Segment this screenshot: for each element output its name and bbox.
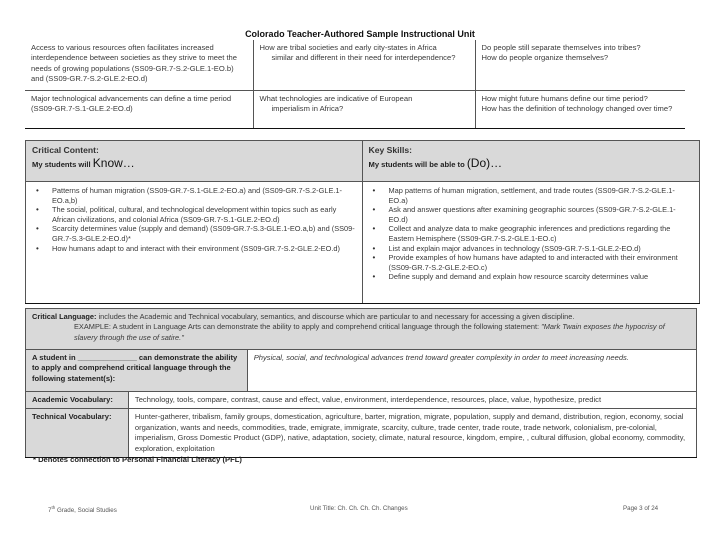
table-row <box>26 409 697 458</box>
conceptual-question: How do people organize themselves? <box>481 53 609 63</box>
key-skills-list-cell <box>362 182 700 304</box>
technical-vocabulary-label: Technical Vocabulary: <box>26 409 129 458</box>
factual-question-cell <box>253 40 475 90</box>
critical-content-header <box>26 141 363 182</box>
example-block <box>32 322 690 343</box>
example-text: EXAMPLE: A student in Language Arts can demonstrate the ability to apply and comprehend critical language through the following statement: <box>74 322 542 332</box>
academic-vocabulary-label: Academic Vocabulary: <box>26 392 129 409</box>
list-item: • Ask and answer questions after examining geographic sources (SS09-GR.7-S.2-GLE.1-EO.d) <box>389 205 694 224</box>
critical-content-list <box>32 186 356 253</box>
footer-unit-title: Unit Title: Ch. Ch. Ch. Ch. Changes <box>310 505 408 512</box>
critical-language-table <box>25 308 697 458</box>
example-quote: "Mark Twain exposes the hypocrisy of slavery through the use of satire." <box>74 322 665 342</box>
factual-question-lead: What technologies are indicative of European <box>259 93 413 103</box>
list-item: • Provide examples of how humans have adapted to and interacted with their environment (SS09-GR.7-S.2-GLE.2-EO.c) <box>389 253 694 272</box>
conceptual-question: Do people still separate themselves into tribes? <box>481 43 641 52</box>
table-header-row <box>26 309 697 350</box>
critical-language-description: includes the Academic and Technical vocabulary, semantics, and discourse which are particular to and necessary for accessing a given discipline. <box>96 312 575 321</box>
statement-value: Physical, social, and technological advances trend toward greater complexity in order to meet increasing needs. <box>247 350 696 392</box>
list-item: • How humans adapt to and interact with their environment (SS09-GR.7-S.2-GLE.2-EO.d) <box>52 244 356 254</box>
key-skills-title: Key Skills: <box>368 145 412 155</box>
grade-text: Grade, Social Studies <box>55 507 117 515</box>
pfl-note: * Denotes connection to Personal Financial Literacy (PFL) <box>33 455 242 464</box>
footer-page-number: Page 3 of 24 <box>623 505 659 512</box>
academic-vocabulary-value: Technology, tools, compare, contrast, cause and effect, value, environment, interdependence, resources, place, value, hypothesize, predict <box>128 392 696 409</box>
grade-suffix: th <box>51 505 56 510</box>
list-item: • Map patterns of human migration, settlement, and trade routes (SS09-GR.7-S.2-GLE.1-EO.a) <box>389 186 694 205</box>
generalization-cell: Access to various resources often facilitates increased interdependence between societies as they strive to meet the needs of growing populations (SS09-GR.7-S.2-GLE.1-EO.b) and (SS09-GR.7-S.2-GLE.2-EO.d) <box>25 40 253 90</box>
grade-number: 7 <box>48 507 52 515</box>
table-row <box>26 392 697 409</box>
technical-vocabulary-value: Hunter-gatherer, tribalism, family groups, domestication, agriculture, barter, migration, migrate, population, supply and demand, distribution, region, economy, social organization, wants and needs, commodities, trade, emigrate, immigrate, scarcity, culture, trade center, trade route, trade network, colonialism, pre-colonial, imperialism, Gross Domestic Product (GDP), native, adaptation, society, climate, natural resource, kingdom, empire, , cultural diffusion, global economy, commodity, exploration, exploitation <box>128 409 696 458</box>
key-skills-list <box>369 186 694 282</box>
list-item: • The social, political, cultural, and technological development within topics such as early African civilizations, and colonial Africa (SS09-GR.7-S.1-GLE.2-EO.d) <box>52 205 356 224</box>
factual-question-lead: How are tribal societies and early city-states in Africa <box>259 43 437 52</box>
critical-language-header <box>26 309 697 350</box>
document-title: Colorado Teacher-Authored Sample Instructional Unit <box>245 29 475 39</box>
critical-content-subtitle: My students will <box>32 160 93 170</box>
critical-language-label: Critical Language: <box>32 312 97 321</box>
factual-question-rest: similar and different in their need for interdependence? <box>271 53 456 63</box>
list-item: • Collect and analyze data to make geographic inferences and predictions regarding the Eastern Hemisphere (SS09-GR.7-S.2-GLE.1-EO.c) <box>389 224 694 243</box>
do-label: (Do)… <box>466 156 503 171</box>
table-row <box>25 40 685 90</box>
factual-question-cell <box>253 90 475 128</box>
key-skills-subtitle: My students will be able to <box>368 160 467 170</box>
table-row <box>26 182 700 304</box>
key-skills-header <box>362 141 700 182</box>
table-row <box>25 90 685 128</box>
know-label: Know… <box>92 156 135 171</box>
generalizations-table <box>25 40 685 129</box>
conceptual-question: How might future humans define our time period? <box>481 93 648 103</box>
list-item: • Scarcity determines value (supply and demand) (SS09-GR.7-S.3-GLE.1-EO.a,b) and (SS09-GR.7-S.3-GLE.2-EO.d)* <box>52 224 356 243</box>
factual-question-rest: imperialism in Africa? <box>271 103 344 113</box>
content-skills-table <box>25 140 700 304</box>
list-item: • Define supply and demand and explain how resource scarcity determines value <box>389 272 694 282</box>
generalization-cell: Major technological advancements can define a time period (SS09-GR.7-S.1-GLE.2-EO.d) <box>25 90 253 128</box>
critical-content-title: Critical Content: <box>32 145 99 155</box>
conceptual-question: How has the definition of technology changed over time? <box>481 103 673 113</box>
table-row <box>26 350 697 392</box>
list-item: • Patterns of human migration (SS09-GR.7-S.1-GLE.2-EO.a) and (SS09-GR.7-S.2-GLE.1-EO.a,b) <box>52 186 356 205</box>
conceptual-question-cell <box>475 90 685 128</box>
list-item: • List and explain major advances in technology (SS09-GR.7-S.1-GLE.2-EO.d) <box>389 244 694 254</box>
conceptual-question-cell <box>475 40 685 90</box>
footer-grade <box>48 505 117 514</box>
critical-content-list-cell <box>26 182 363 304</box>
statement-label: A student in ______________ can demonstrate the ability to apply and comprehend critical language through the following statement(s): <box>26 350 248 392</box>
table-header-row <box>26 141 700 182</box>
